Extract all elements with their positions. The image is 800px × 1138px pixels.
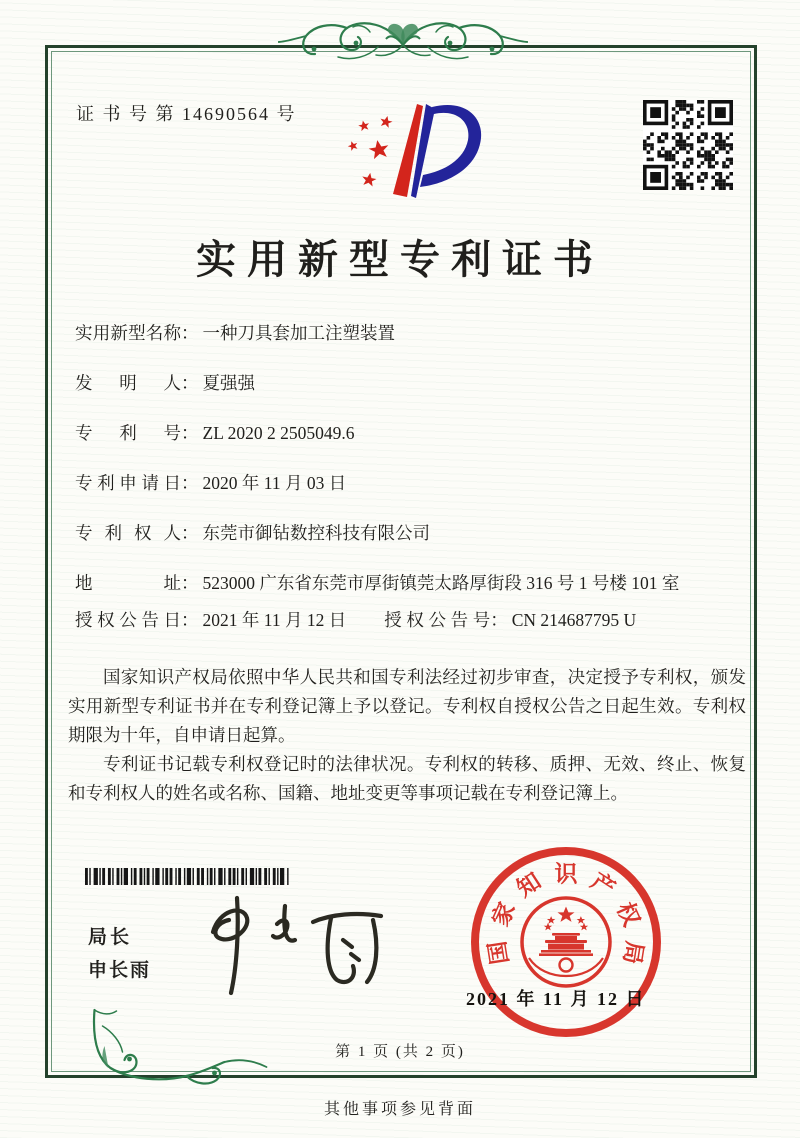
legal-paragraph-1: 国家知识产权局依照中华人民共和国专利法经过初步审查，决定授予专利权，颁发实用新型专利证书并在专利登记簿上予以登记。专利权自授权公告之日起生效。专利权期限为十年，自申请日起算。 [68, 667, 746, 745]
fields-section [75, 320, 723, 634]
field-colon: ： [181, 423, 199, 443]
page-number: 第 1 页 (共 2 页) [335, 1044, 465, 1060]
certificate-title: 实用新型专利证书 [196, 237, 604, 282]
field-label: 专利权人 [75, 523, 181, 543]
logo-stars [347, 114, 394, 187]
field-row-patentee [75, 520, 723, 547]
commissioner-title: 局长 [88, 927, 133, 948]
back-note: 其他事项参见背面 [323, 1101, 476, 1118]
legal-text-section [68, 663, 746, 808]
field-value: 一种刀具套加工注塑装置 [202, 323, 395, 343]
field-row-address [75, 570, 723, 597]
field-colon: ： [181, 373, 199, 393]
field-value: 夏强强 [202, 373, 255, 393]
national-emblem-icon [514, 890, 618, 994]
field-colon: ： [181, 573, 199, 593]
field-value: 东莞市御钻数控科技有限公司 [202, 523, 430, 543]
field-label: 专利号 [75, 423, 181, 443]
seal-date: 2021 年 11 月 12 日 [466, 989, 646, 1009]
field-colon: ： [181, 523, 199, 543]
field-colon: ： [181, 610, 199, 630]
field-row-inventor [75, 370, 723, 397]
seal-char: 产 [586, 868, 620, 902]
field-value: 523000 广东省东莞市厚街镇莞太路厚街段 316 号 1 号楼 101 室 [202, 573, 680, 593]
cnipa-logo [322, 96, 484, 210]
grant-date-pair [75, 607, 346, 634]
field-colon: ： [181, 473, 199, 493]
field-colon: ： [181, 323, 199, 343]
barcode [85, 868, 290, 885]
field-label: 发明人 [75, 373, 181, 393]
field-colon: ： [490, 610, 508, 630]
certificate-number: 证 书 号 第 14690564 号 [76, 104, 297, 124]
field-value: ZL 2020 2 2505049.6 [202, 423, 355, 443]
commissioner-name: 申长雨 [88, 960, 152, 981]
seal-char: 局 [619, 939, 648, 966]
seal-char: 家 [487, 898, 520, 930]
field-value: CN 214687795 U [511, 610, 637, 630]
grant-no-pair [384, 607, 636, 634]
field-label: 授权公告日 [75, 610, 181, 630]
field-row-name [75, 320, 723, 347]
seal-char: 国 [484, 939, 513, 966]
commissioner-signature [185, 888, 400, 1003]
qr-code [643, 100, 733, 190]
field-label: 地址 [75, 573, 181, 593]
field-value: 2021 年 11 月 12 日 [202, 610, 347, 630]
field-label: 专利申请日 [75, 473, 181, 493]
field-row-patent-no [75, 420, 723, 447]
top-flourish-ornament [278, 12, 528, 72]
field-value: 2020 年 11 月 03 日 [202, 473, 347, 493]
seal-char: 权 [612, 898, 645, 930]
legal-paragraph-2: 专利证书记载专利权登记时的法律状况。专利权的转移、质押、无效、终止、恢复和专利权人的姓名或名称、国籍、地址变更等事项记载在专利登记簿上。 [68, 754, 746, 803]
seal-char: 识 [554, 861, 578, 887]
field-label: 授权公告号 [384, 610, 491, 630]
field-row-grant [75, 607, 723, 634]
field-row-filing-date [75, 470, 723, 497]
seal-char: 知 [512, 868, 546, 902]
field-label: 实用新型名称 [75, 323, 181, 343]
